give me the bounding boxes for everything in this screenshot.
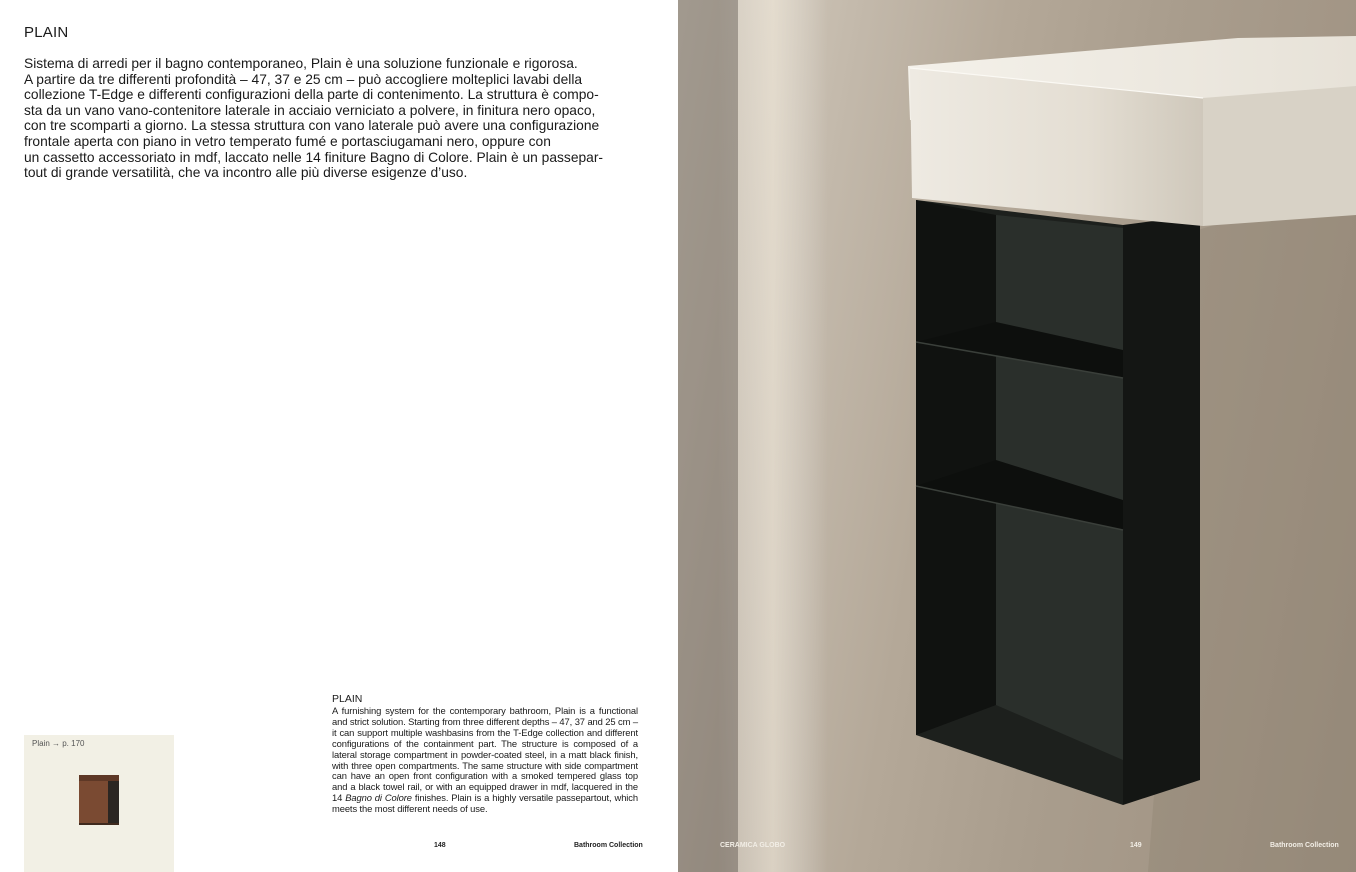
italian-description xyxy=(24,56,644,181)
product-thumbnail[interactable] xyxy=(24,735,174,872)
english-text xyxy=(332,706,638,815)
english-description xyxy=(332,693,638,815)
product-photo xyxy=(678,0,1356,872)
italian-line: collezione T-Edge e differenti configurazioni della parte di contenimento. La struttura è compo- xyxy=(24,87,599,103)
cabinet-thumbnail-image xyxy=(24,735,174,872)
collection-name-right: Bathroom Collection xyxy=(1270,842,1339,849)
english-text-part: A furnishing system for the contemporary bathroom, Plain is a functional and strict solution. Starting from three different depths – 47, 37 and 25 cm – it can support multiple washbasins from the T-Edge collection and different configurations of the containment part. The structure is composed of a lateral storage compartment in powder-coated steel, in a matt black finish, with three open compartments. The same structure with side compartment can have an open front configuration with a smoked tempered glass top and a black towel rail, or with an equipped drawer in mdf, lacquered in the 14 xyxy=(332,705,638,804)
collection-name-left: Bathroom Collection xyxy=(574,842,643,849)
thumbnail-label: Plain → p. 170 xyxy=(32,739,85,748)
right-page xyxy=(678,0,1356,872)
page-number-left: 148 xyxy=(434,842,446,849)
page-title: PLAIN xyxy=(24,24,69,41)
brand-name: CERAMICA GLOBO xyxy=(720,842,786,849)
english-title: PLAIN xyxy=(332,693,363,705)
italian-line: sta da un vano vano-contenitore laterale in acciaio verniciato a polvere, in finitura nero opaco, xyxy=(24,102,596,118)
english-text-part: finishes. Plain is a highly versatile passepartout, which meets the most different needs of use. xyxy=(332,792,638,815)
english-text-italic: Bagno di Colore xyxy=(345,792,412,804)
italian-line: A partire da tre differenti profondità – 47, 37 e 25 cm – può accogliere molteplici lavabi della xyxy=(24,71,583,87)
italian-line: Sistema di arredi per il bagno contemporaneo, Plain è una soluzione funzionale e rigorosa. xyxy=(24,56,578,71)
page-number-right: 149 xyxy=(1130,842,1142,849)
italian-line: con tre scomparti a giorno. La stessa struttura con vano laterale può avere una configurazione xyxy=(24,118,600,134)
italian-line: tout di grande versatilità, che va incontro alle più diverse esigenze d’uso. xyxy=(24,165,468,181)
italian-line: un cassetto accessoriato in mdf, laccato nelle 14 finiture Bagno di Colore. Plain è un passepar- xyxy=(24,149,604,165)
italian-line: frontale aperta con piano in vetro temperato fumé e portasciugamani nero, oppure con xyxy=(24,133,551,149)
